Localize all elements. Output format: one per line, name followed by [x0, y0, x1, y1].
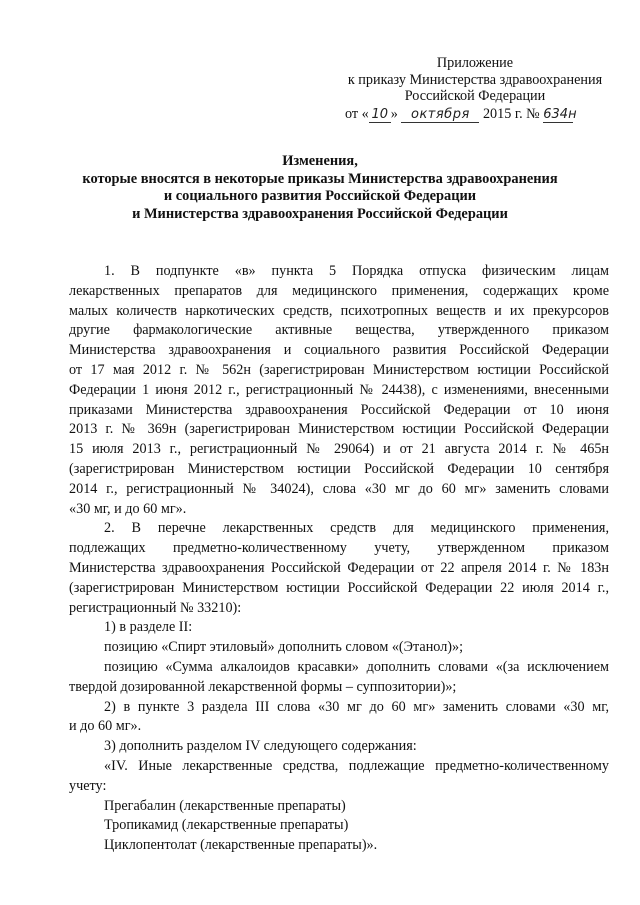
item1-line: «30 мг, и до 60 мг».	[69, 500, 187, 517]
handwritten-number: 634н	[543, 107, 577, 122]
handwritten-month: октября	[401, 108, 479, 123]
date-mid: »	[390, 106, 398, 122]
title-line-4: и Министерства здравоохранения Российской Федерации	[132, 205, 508, 222]
subitem-3: 3) дополнить разделом IV следующего содержания:	[104, 738, 417, 755]
title-line-1: Изменения,	[282, 153, 358, 169]
item1-line: 2014 г., регистрационный № 34024), слова «30 мг до 60 мг» заменить словами	[69, 480, 609, 497]
title-line-3: и социального развития Российской Федерации	[163, 188, 477, 204]
appendix-header	[330, 55, 620, 105]
item1-line: 1. В подпункте «в» пункта 5 Порядка отпуска физическим лицам	[104, 263, 609, 279]
item1-line: приказами Министерства здравоохранения Российской Федерации от 10 июня	[69, 401, 609, 418]
subitem-2: 2) в пункте 3 раздела III слова «30 мг до 60 мг» заменить словами «30 мг,	[104, 698, 609, 715]
item1-line: 2013 г. № 369н (зарегистрирован Министерством юстиции Российской Федерации	[69, 421, 609, 438]
drug-cyclopentolate: Циклопентолат (лекарственные препараты)».	[104, 837, 378, 854]
item2-line: подлежащих предметно-количественному учету, утвержденном приказом	[69, 540, 609, 557]
subitem-belladonna: позицию «Сумма алкалоидов красавки» дополнить словами «(за исключением	[104, 658, 609, 675]
item1-line: Федерации 1 июня 2012 г., регистрационный № 24438), с изменениями, внесенными	[69, 381, 609, 398]
item1-line: малых количеств наркотических средств, психотропных веществ и их прекурсоров	[69, 302, 609, 319]
subitem-2-cont: и до 60 мг».	[69, 718, 142, 735]
item1-line: от 17 мая 2012 г. № 562н (зарегистрирован Министерством юстиции Российской	[69, 361, 609, 378]
title-line-2: которые вносятся в некоторые приказы Министерства здравоохранения	[82, 170, 558, 187]
drug-pregabalin: Прегабалин (лекарственные препараты)	[104, 797, 346, 814]
year-text: 2015 г. №	[482, 106, 540, 122]
drug-tropicamide: Тропикамид (лекарственные препараты)	[104, 817, 349, 834]
section-iv-heading: «IV. Иные лекарственные средства, подлежащие предметно-количественному	[104, 757, 609, 774]
date-prefix: от «	[345, 106, 369, 122]
appendix-label: Приложение	[436, 55, 514, 71]
item2-line: 2. В перечне лекарственных средств для медицинского применения,	[104, 520, 609, 537]
item1-line: Министерства здравоохранения и социального развития Российской Федерации	[69, 342, 609, 359]
order-date-line	[345, 106, 625, 123]
subitem-belladonna-cont: твердой дозированной лекарственной формы – суппозитории)»;	[69, 678, 457, 695]
handwritten-day: 10	[369, 108, 391, 123]
item1-line: другие фармакологические активные вещества, утвержденного приказом	[69, 322, 609, 339]
item1-line: 15 июля 2013 г., регистрационный № 29064) и от 21 августа 2014 г. № 465н	[69, 441, 609, 458]
item1-line: лекарственных препаратов для медицинского применения, содержащих кроме	[69, 282, 609, 299]
document-title	[20, 153, 620, 223]
document-body	[69, 262, 609, 856]
item2-line: (зарегистрирован Министерством юстиции Российской Федерации 22 июля 2014 г.,	[69, 579, 609, 596]
item1-line: (зарегистрирован Министерством юстиции Российской Федерации 10 сентября	[69, 460, 609, 477]
item-1-paragraph	[69, 262, 609, 519]
item2-line: регистрационный № 33210):	[69, 599, 242, 616]
item-2-paragraph	[69, 519, 609, 856]
section-iv-heading-cont: учету:	[69, 777, 107, 794]
order-ref: к приказу Министерства здравоохранения	[347, 71, 603, 88]
country-name: Российской Федерации	[404, 88, 546, 104]
item2-line: Министерства здравоохранения Российской Федерации от 22 апреля 2014 г. № 183н	[69, 559, 609, 576]
subitem-ethanol: позицию «Спирт этиловый» дополнить словом «(Этанол)»;	[104, 639, 464, 656]
subitem-1: 1) в разделе II:	[104, 619, 193, 636]
